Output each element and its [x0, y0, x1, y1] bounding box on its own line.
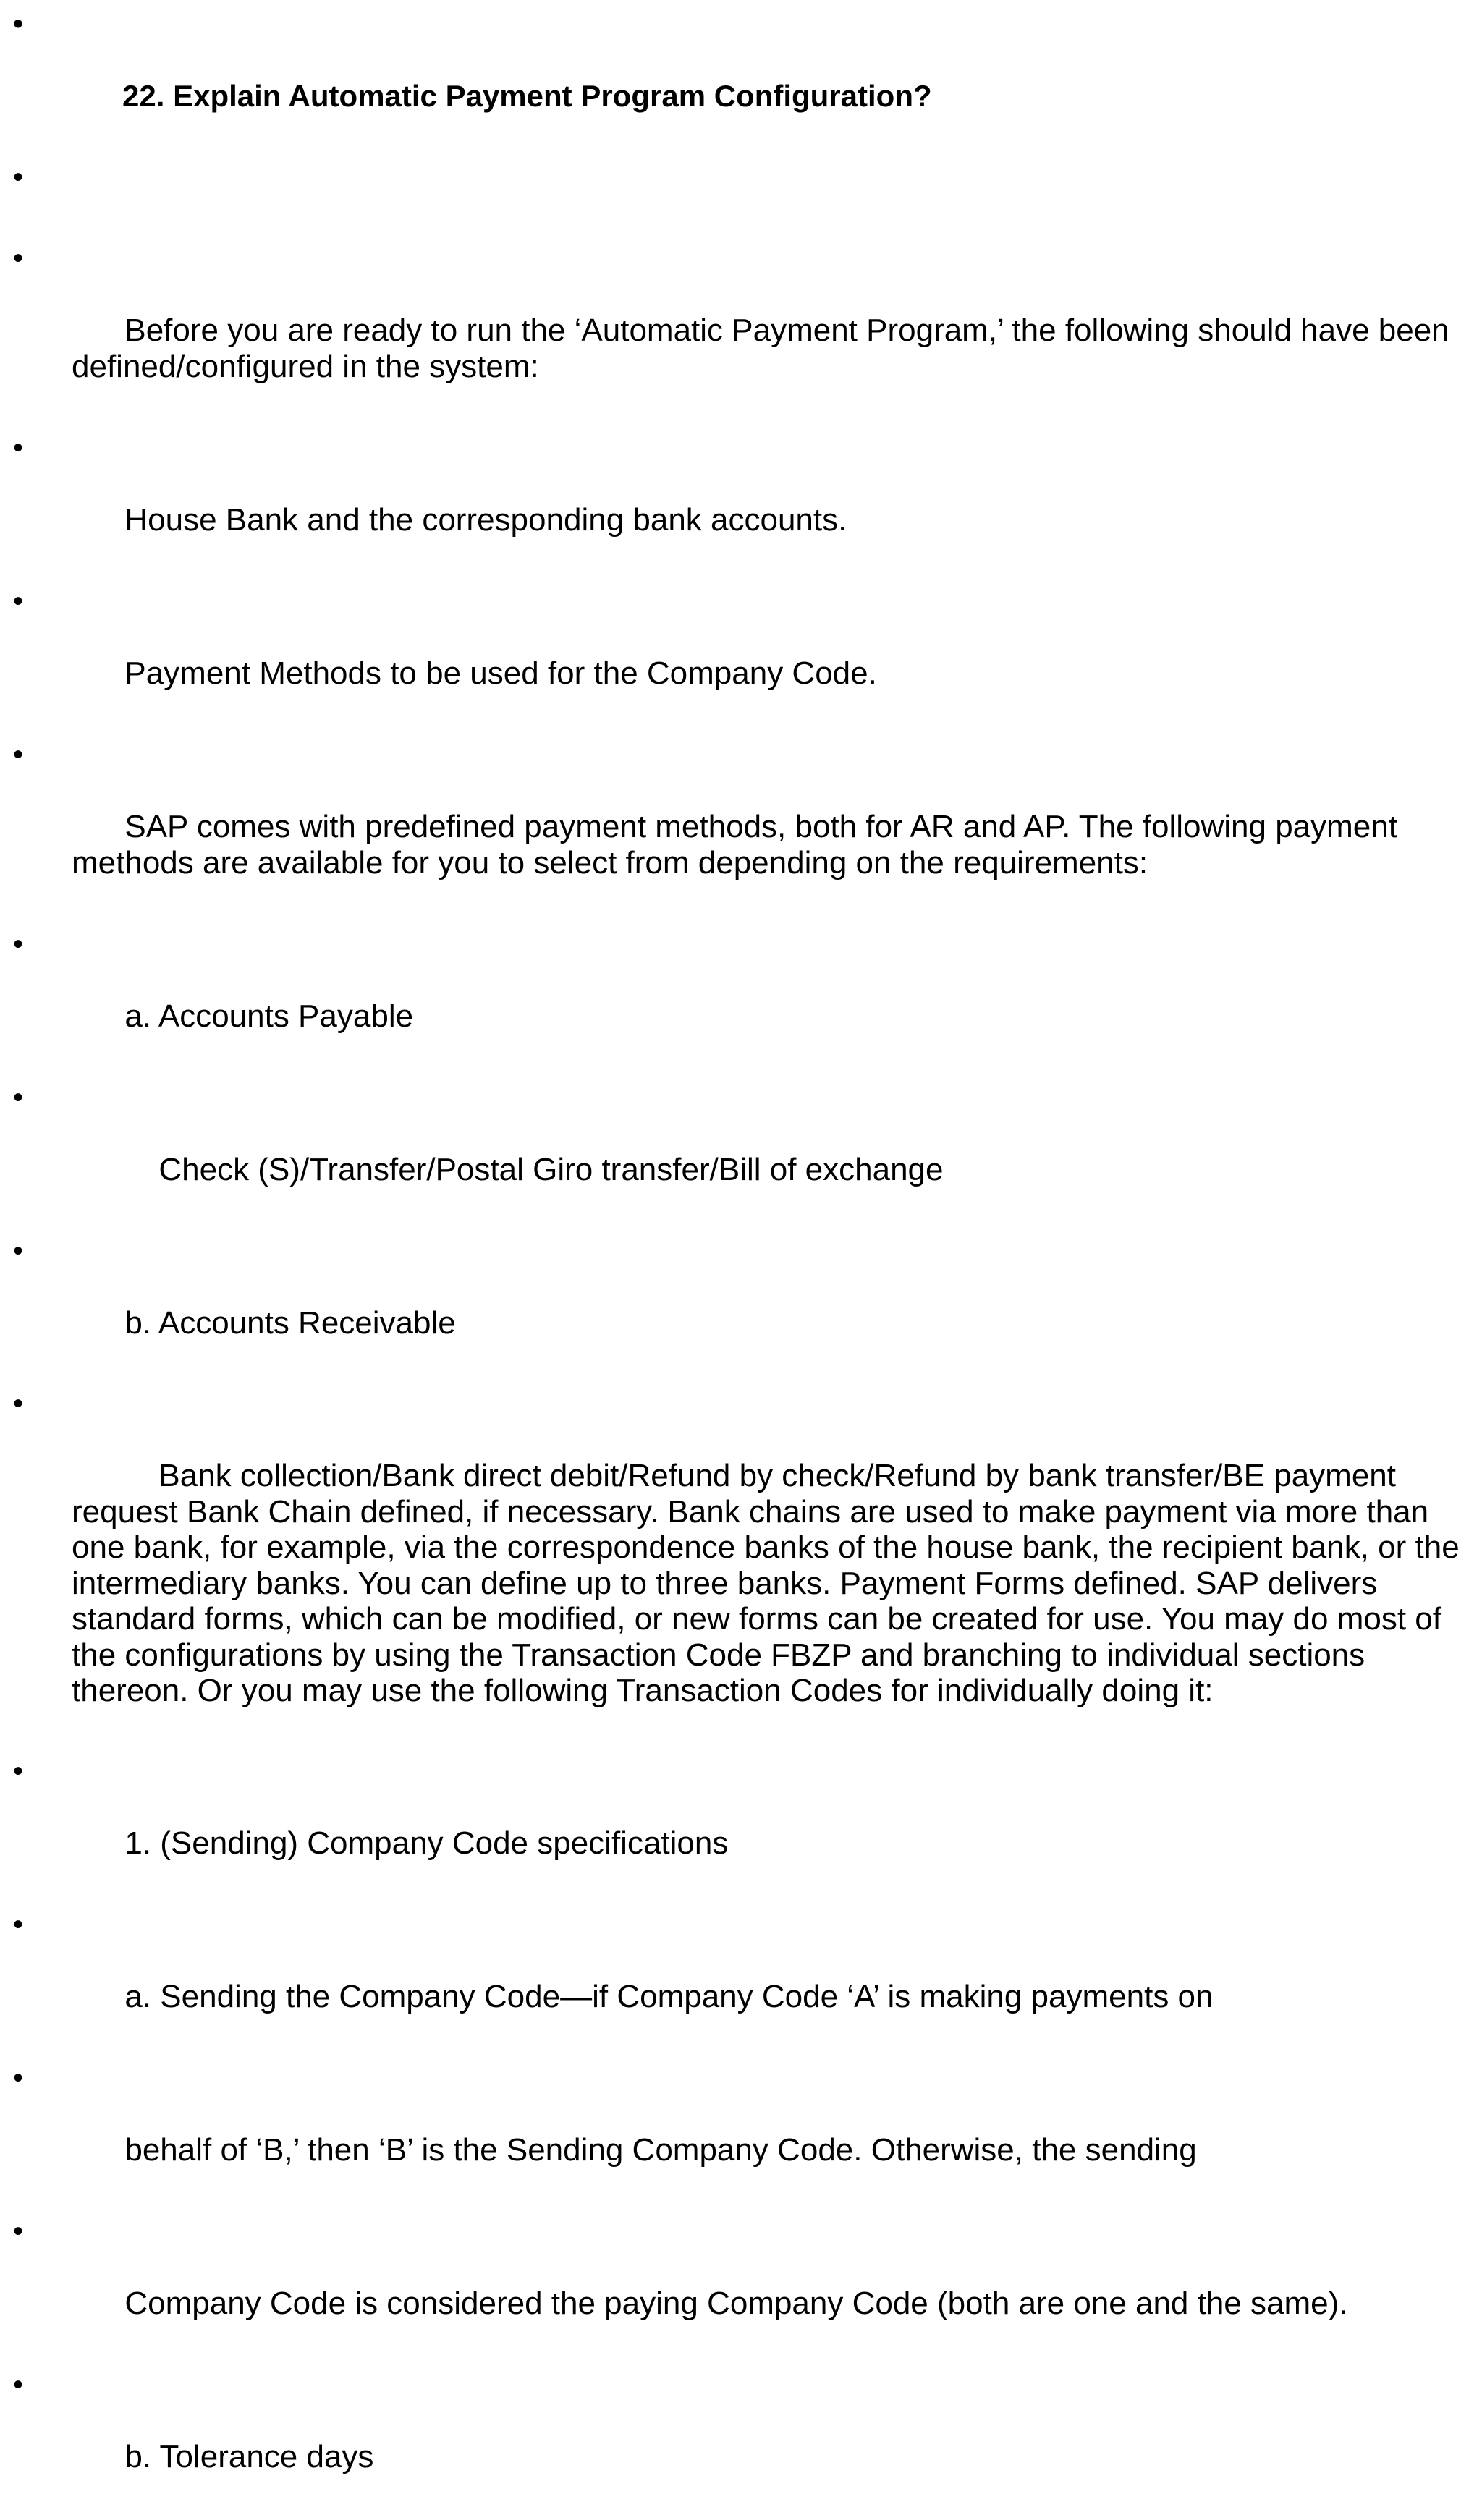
bullet-dot: • [13, 1082, 24, 1113]
list-item [0, 926, 1476, 1071]
bullet-dot: • [13, 161, 24, 193]
list-item-text: House Bank and the corresponding bank accounts. [124, 502, 847, 538]
bullet-dot: • [13, 739, 24, 771]
list-item [0, 737, 1476, 917]
list-item-text: SAP comes with predefined payment methods, both for AR and AP. The following payment methods are available for you to select from depending on the requirements: [72, 809, 1407, 881]
bullet-dot: • [13, 8, 24, 40]
bullet-dot: • [13, 1235, 24, 1267]
bullet-list [0, 6, 1476, 2520]
list-item-text: Before you are ready to run the ‘Automatic Payment Program,’ the following should have been defined/configured in the system: [72, 313, 1458, 384]
bullet-dot: • [13, 1755, 24, 1787]
bullet-dot: • [13, 2369, 24, 2401]
bullet-dot: • [13, 928, 24, 960]
list-item [0, 583, 1476, 728]
list-item-text: a. Accounts Payable [124, 998, 414, 1034]
list-item [0, 2060, 1476, 2205]
list-item-text: b. Accounts Receivable [124, 1305, 456, 1341]
list-item-text: b. Tolerance days [124, 2439, 374, 2474]
list-item [0, 1386, 1476, 1744]
list-item-text: a. Sending the Company Code—if Company Code ‘A’ is making payments on [124, 1979, 1214, 2014]
slide-title [0, 6, 1476, 150]
list-item-text: 1. (Sending) Company Code specifications [124, 1825, 729, 1861]
list-item [0, 1233, 1476, 1378]
list-item-text: Company Code is considered the paying Company Code (both are one and the same). [124, 2286, 1348, 2321]
bullet-dot: • [13, 585, 24, 617]
list-item [0, 1079, 1476, 1224]
bullet-dot: • [13, 2062, 24, 2094]
list-item [0, 1753, 1476, 1898]
bullet-dot: • [13, 1909, 24, 1940]
bullet-dot: • [13, 432, 24, 464]
list-item-text: Payment Methods to be used for the Company Code. [124, 656, 877, 691]
list-item [0, 240, 1476, 421]
list-item [0, 2367, 1476, 2511]
slide-title-text: 22. Explain Automatic Payment Program Configuration? [122, 79, 932, 113]
bullet-dot: • [13, 242, 24, 274]
bullet-dot: • [13, 2215, 24, 2247]
list-item-text: behalf of ‘B,’ then ‘B’ is the Sending Company Code. Otherwise, the sending [124, 2132, 1197, 2168]
empty-bullet [0, 159, 1476, 195]
bullet-dot: • [13, 1388, 24, 1420]
list-item-text: Check (S)/Transfer/Postal Giro transfer/Bill of exchange [158, 1152, 944, 1187]
list-item-text [72, 1458, 1468, 1708]
list-item-text-body: Bank collection/Bank direct debit/Refund by check/Refund by bank transfer/BE payment request Bank Chain defined, if necessary. Bank chains are used to make payment via more than one bank, for example, via the correspondence banks of the house bank, the recipient bank, or the intermediary banks. You can define up to three banks. Payment Forms defined. SAP delivers standard forms, which can be modified, or new forms can be created for use. You may do most of the configurations by using the Transaction Code FBZP and branching to individual sections thereon. Or you may use the following Transaction Codes for individually doing it: [72, 1458, 1468, 1708]
list-item [0, 1906, 1476, 2051]
list-item [0, 2213, 1476, 2358]
list-item [0, 430, 1476, 574]
